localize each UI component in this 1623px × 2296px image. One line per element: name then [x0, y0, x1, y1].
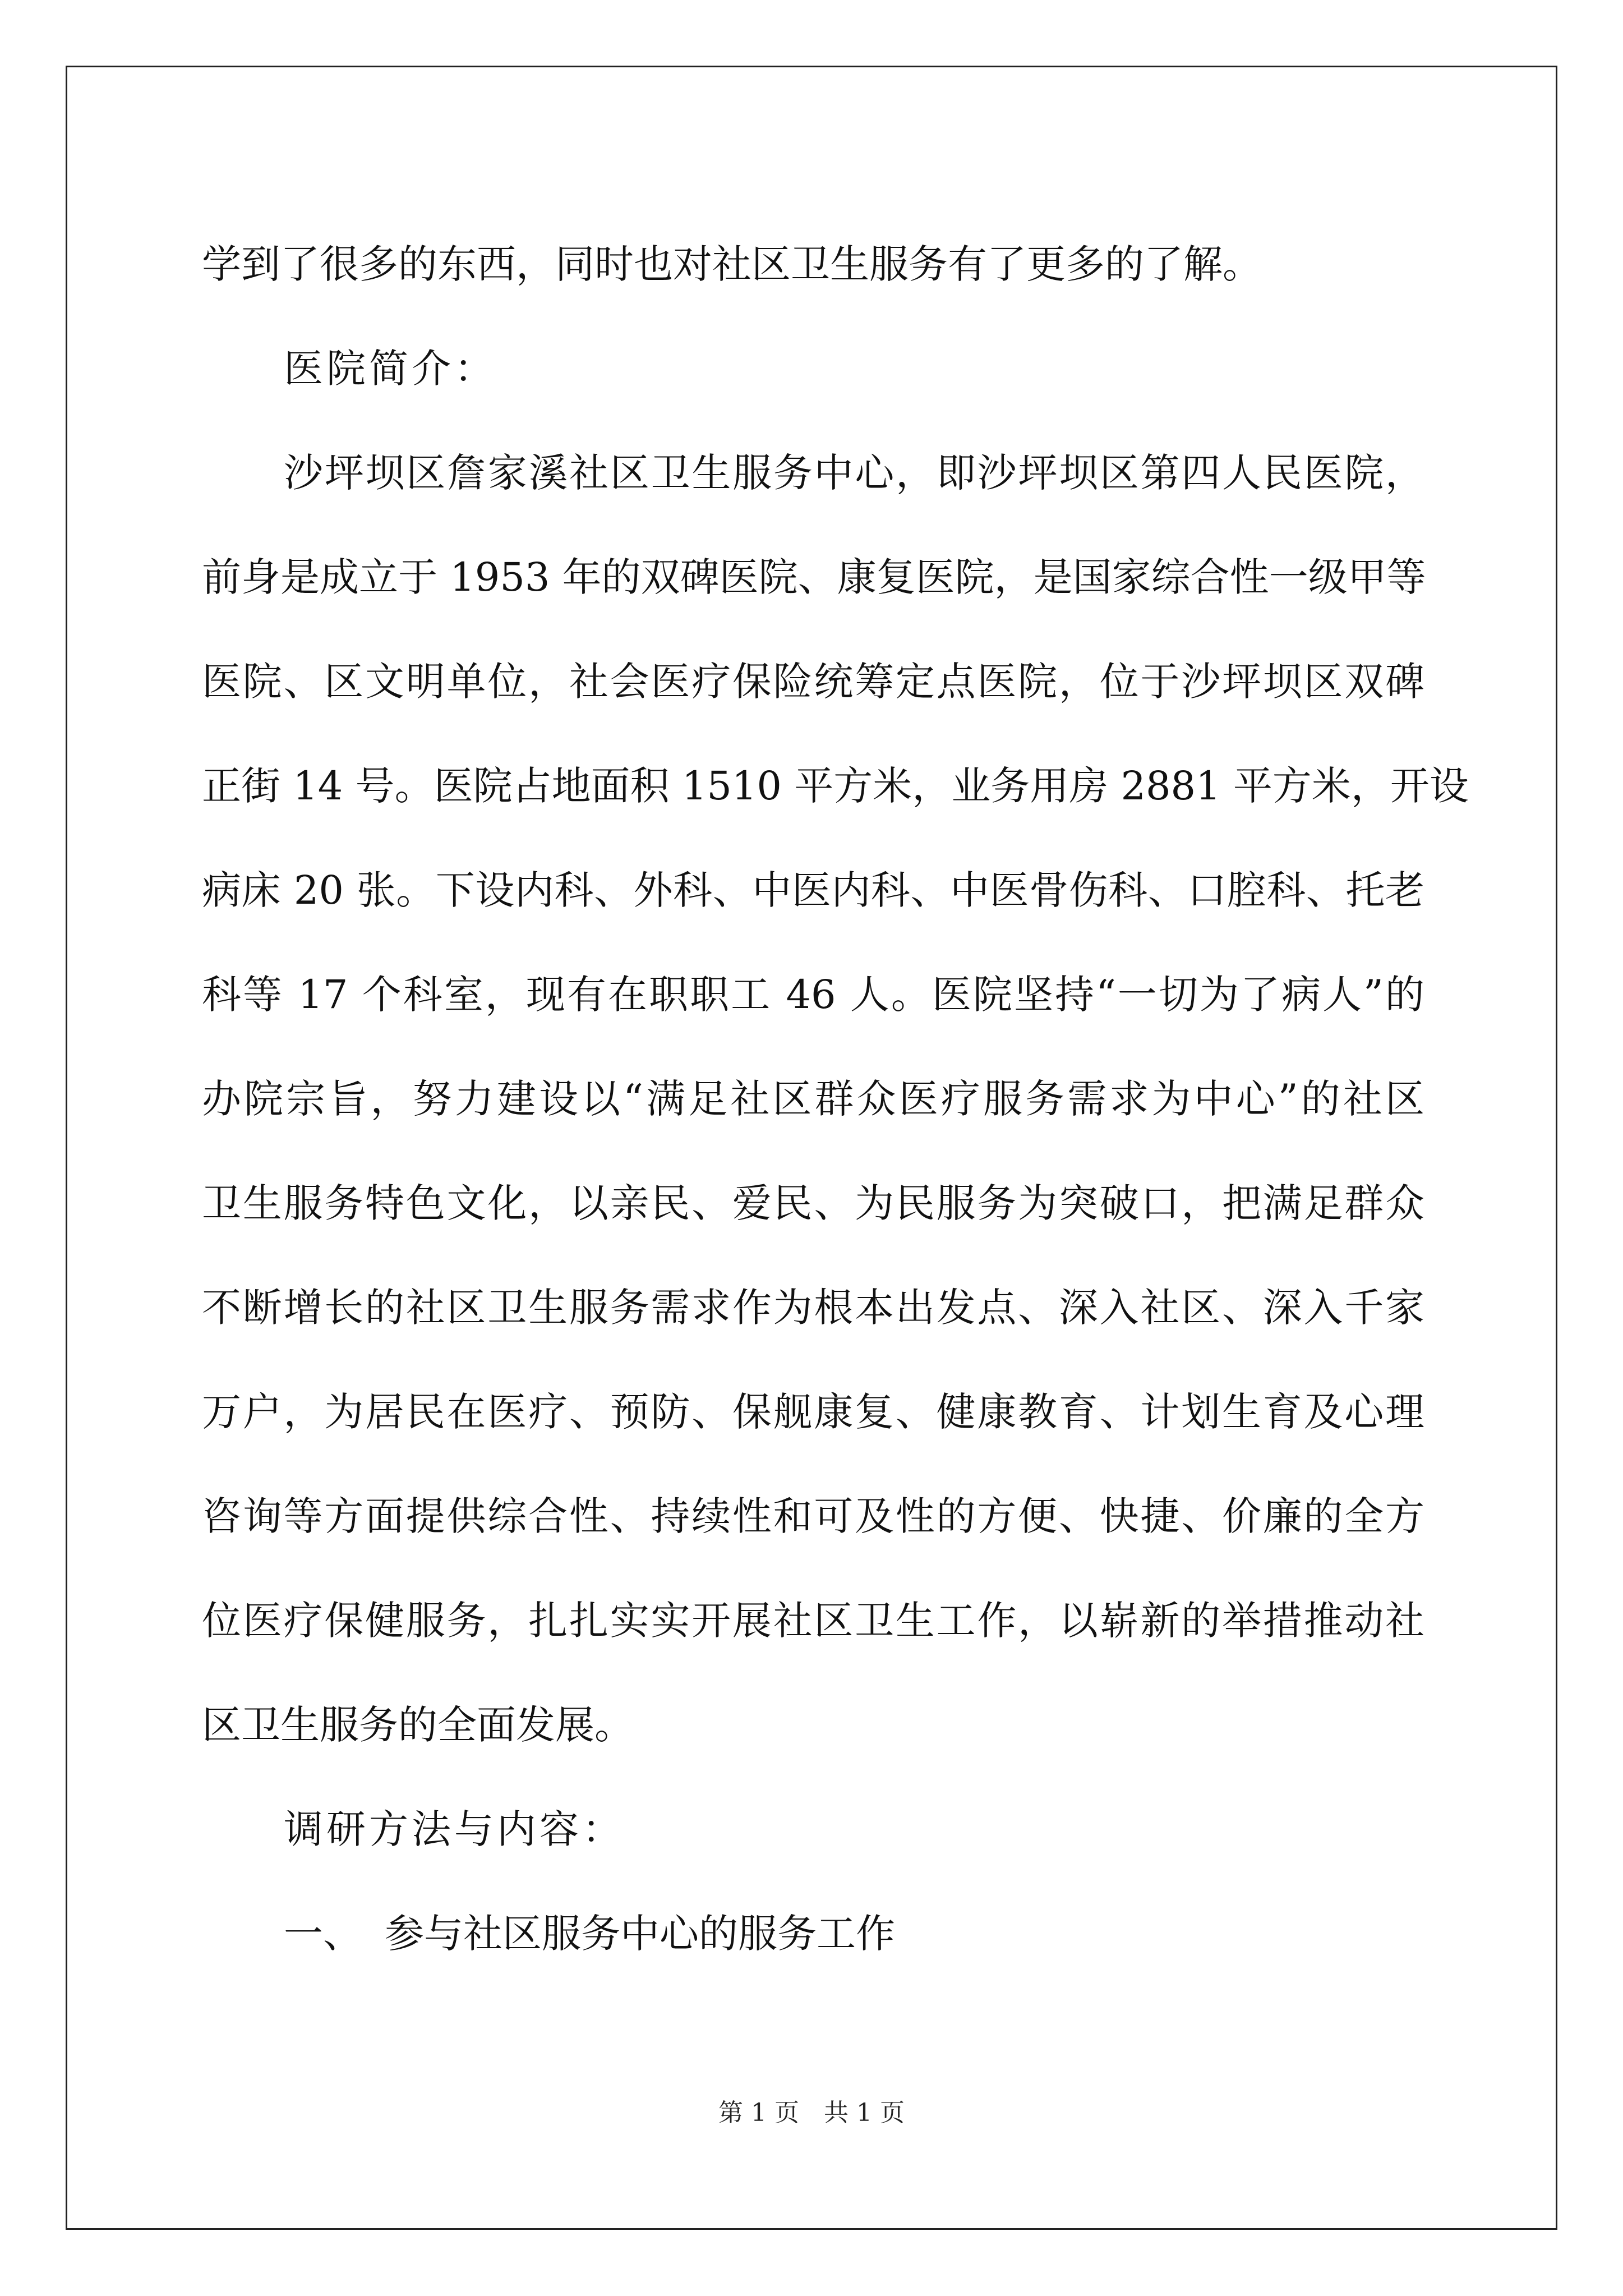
paragraph-line: 科等 17 个科室，现有在职职工 46 人。医院坚持“一切为了病人”的	[202, 972, 1424, 1018]
section-heading-methods: 调研方法与内容：	[284, 1806, 625, 1852]
page-footer: 第 1 页 共 1 页	[718, 2099, 905, 2127]
paragraph-line: 病床 20 张。下设内科、外科、中医内科、中医骨伤科、口腔科、托老	[202, 867, 1424, 913]
paragraph-line: 学到了很多的东西，同时也对社区卫生服务有了更多的了解。	[202, 241, 1262, 287]
paragraph-line: 卫生服务特色文化，以亲民、爱民、为民服务为突破口，把满足群众	[202, 1180, 1424, 1226]
paragraph-line: 办院宗旨，努力建设以“满足社区群众医疗服务需求为中心”的社区	[202, 1076, 1424, 1122]
section-heading-hospital-intro: 医院简介：	[284, 346, 497, 392]
paragraph-line: 不断增长的社区卫生服务需求作为根本出发点、深入社区、深入千家	[202, 1285, 1424, 1331]
paragraph-line: 位医疗保健服务，扎扎实实开展社区卫生工作，以崭新的举措推动社	[202, 1598, 1424, 1644]
list-item-text: 参与社区服务中心的服务工作	[385, 1911, 895, 1957]
paragraph-line: 前身是成立于 1953 年的双碑医院、康复医院，是国家综合性一级甲等	[202, 554, 1426, 600]
document-body	[202, 212, 1469, 1986]
paragraph-line: 沙坪坝区詹家溪社区卫生服务中心，即沙坪坝区第四人民医院，	[284, 450, 1424, 496]
list-item	[202, 1881, 1424, 1986]
list-marker: 一、	[284, 1911, 362, 1957]
paragraph-line: 正街 14 号。医院占地面积 1510 平方米，业务用房 2881 平方米，开设	[202, 763, 1469, 809]
paragraph-line: 区卫生服务的全面发展。	[202, 1702, 634, 1748]
paragraph-line: 咨询等方面提供综合性、持续性和可及性的方便、快捷、价廉的全方	[202, 1493, 1424, 1539]
paragraph-line: 医院、区文明单位，社会医疗保险统筹定点医院，位于沙坪坝区双碑	[202, 659, 1424, 705]
paragraph-line: 万户，为居民在医疗、预防、保舰康复、健康教育、计划生育及心理	[202, 1389, 1424, 1435]
